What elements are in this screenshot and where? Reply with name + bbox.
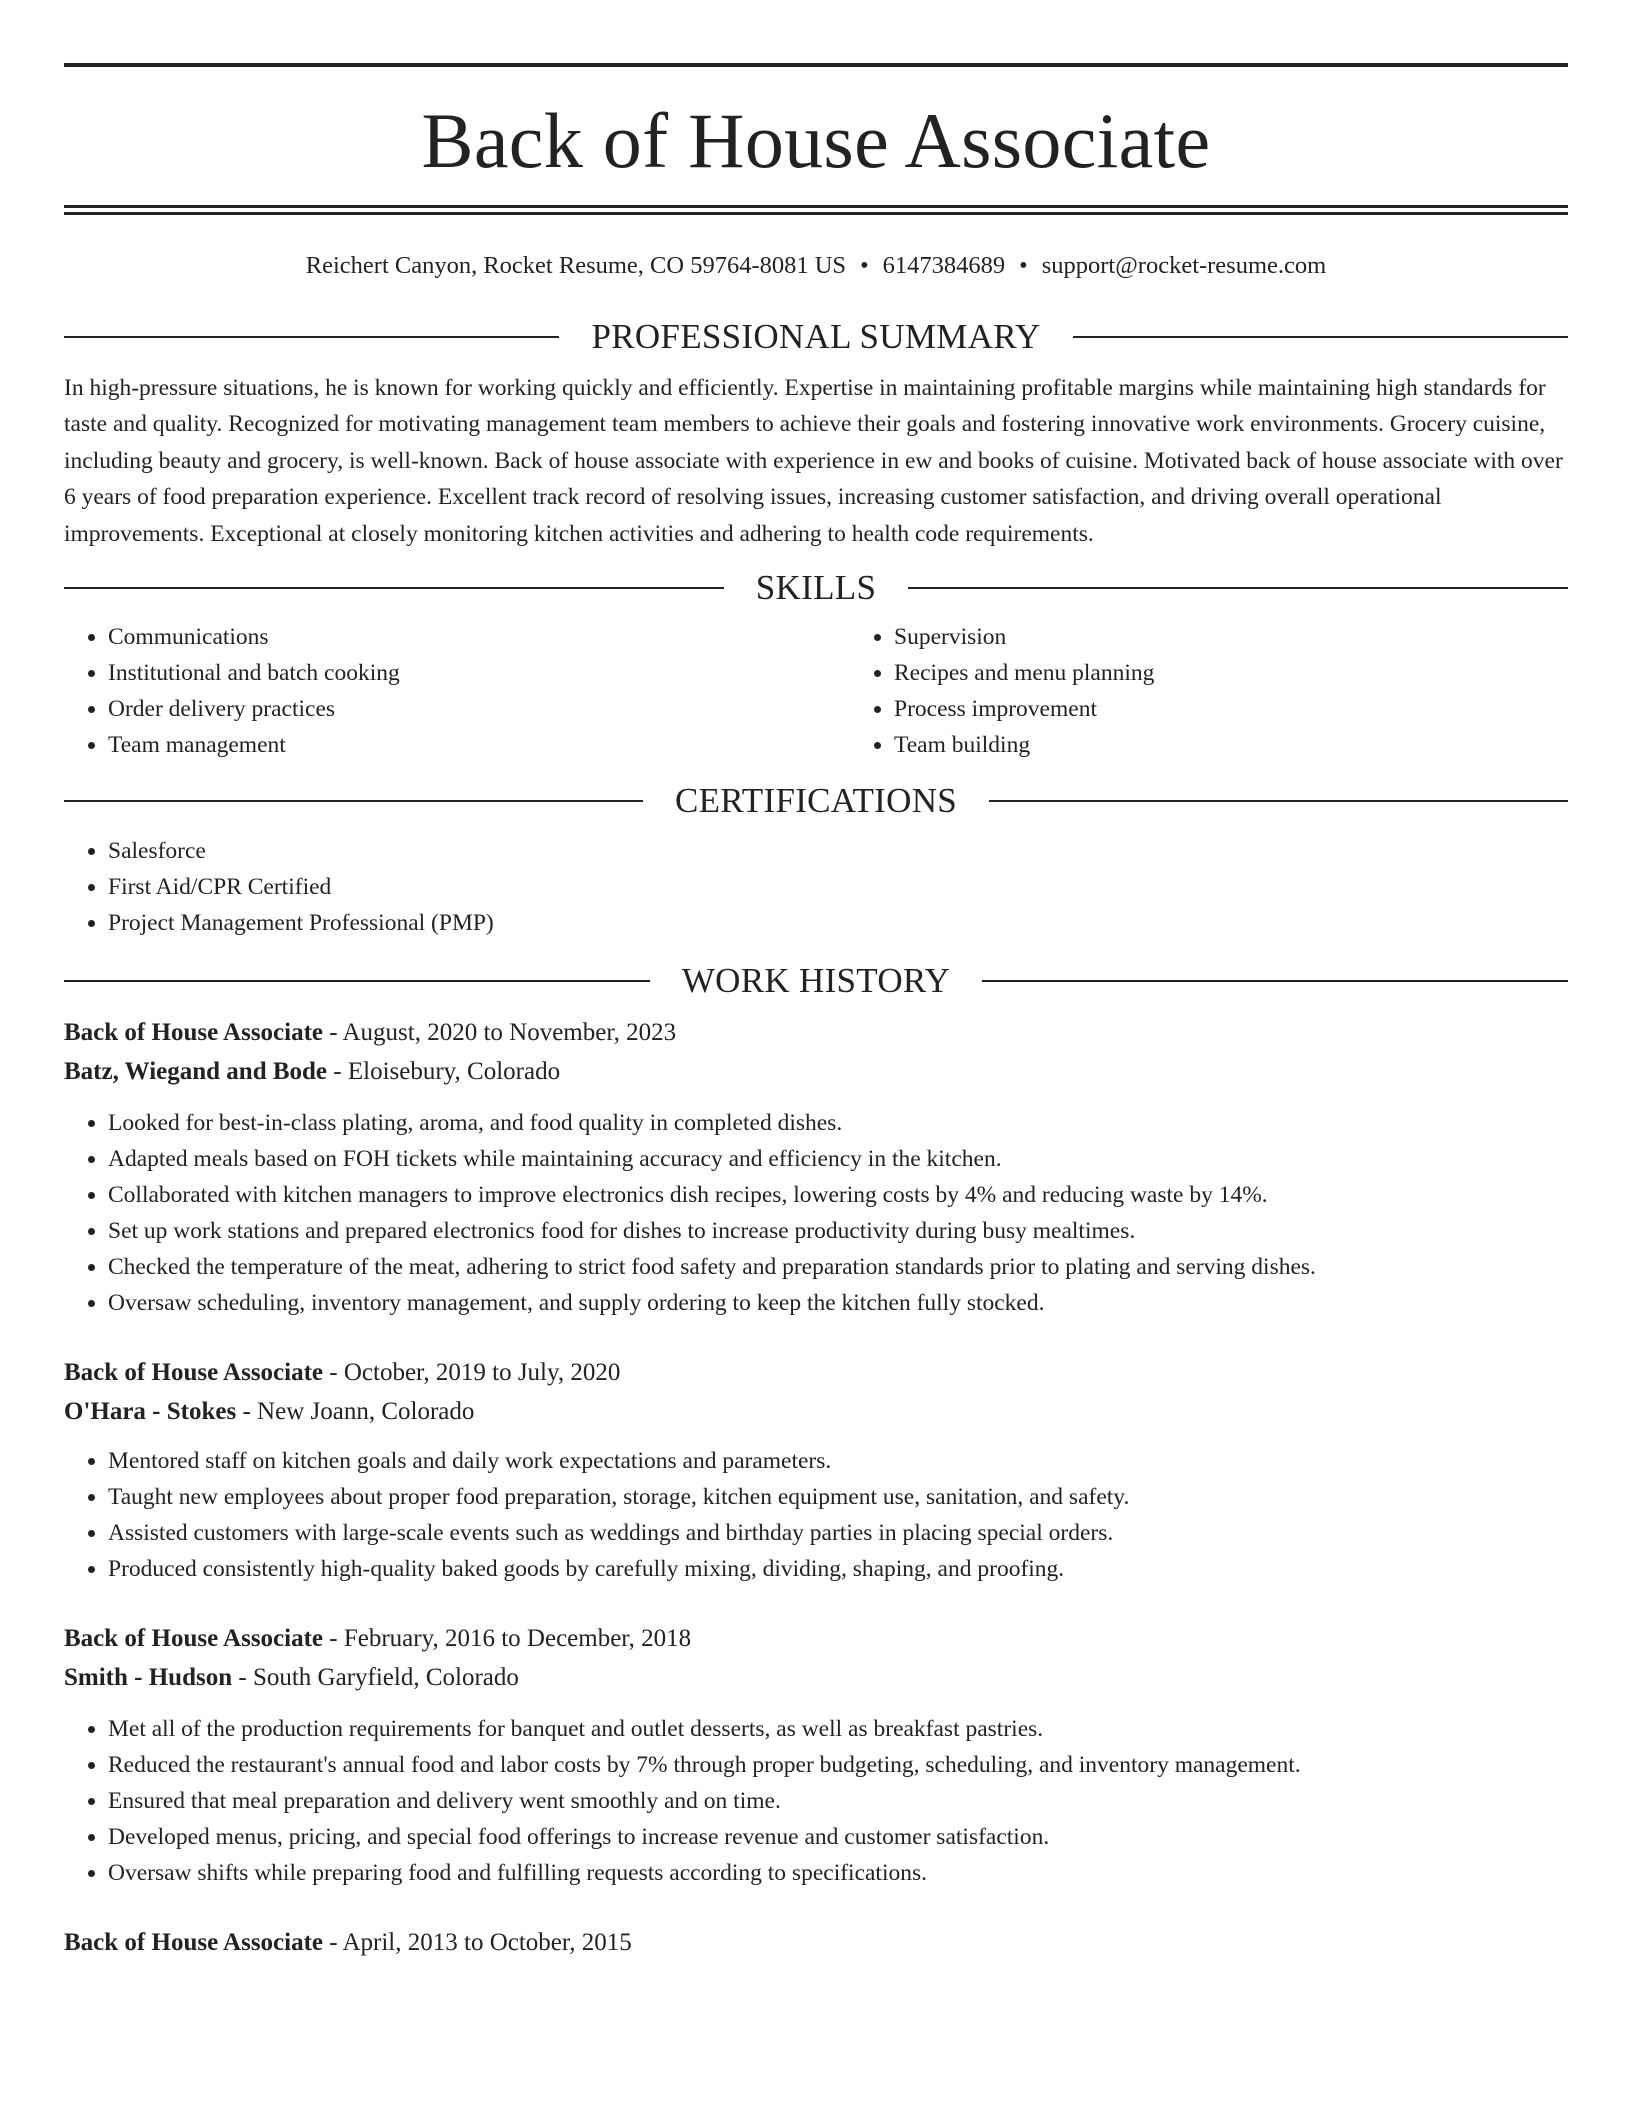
top-rule (64, 63, 1568, 67)
skill-item: • Team management (108, 727, 850, 763)
summary-heading-label: PROFESSIONAL SUMMARY (591, 317, 1041, 356)
job-location: - New Joann, Colorado (236, 1398, 475, 1426)
skills-heading (64, 566, 1568, 610)
contact-separator: • (860, 252, 869, 279)
job-title: Back of House Associate (64, 1019, 324, 1047)
job-bullet: • Met all of the production requirements for banquet and outlet desserts, as well as breakfast pastries. (108, 1711, 1568, 1747)
job-company-line (64, 1392, 1568, 1431)
certifications-heading-label: CERTIFICATIONS (674, 781, 958, 821)
job-bullet: • Oversaw shifts while preparing food and fulfilling requests according to specifications. (108, 1855, 1568, 1891)
job-dates: - April, 2013 to October, 2015 (323, 1929, 632, 1957)
job-title-line (64, 1353, 1568, 1392)
contact-phone: 6147384689 (882, 252, 1006, 279)
job-title: Back of House Associate (64, 1359, 324, 1387)
job-bullet: • Developed menus, pricing, and special food offerings to increase revenue and customer satisfaction. (108, 1819, 1568, 1855)
title-double-rule (64, 205, 1568, 215)
heading-rule (989, 800, 1568, 802)
job-bullet: • Assisted customers with large-scale events such as weddings and birthday parties in placing special orders. (108, 1515, 1568, 1551)
contact-address: Reichert Canyon, Rocket Resume, CO 59764-8081 US (305, 252, 847, 279)
job-bullet: • Ensured that meal preparation and delivery went smoothly and on time. (108, 1783, 1568, 1819)
job-location: - Eloisebury, Colorado (327, 1058, 561, 1086)
job-company-line (64, 1052, 1568, 1091)
resume-title: Back of House Associate (421, 97, 1211, 184)
skills-column-left (64, 619, 850, 763)
skill-item: • Institutional and batch cooking (108, 655, 850, 691)
certifications-heading (64, 779, 1568, 823)
job-bullet: • Adapted meals based on FOH tickets while maintaining accuracy and efficiency in the kitchen. (108, 1141, 1568, 1177)
job-dates: - October, 2019 to July, 2020 (323, 1359, 621, 1387)
heading-rule (64, 336, 559, 338)
contact-separator: • (1019, 252, 1028, 279)
resume-page (64, 0, 1568, 1962)
job-company-line (64, 1658, 1568, 1697)
job-dates: - August, 2020 to November, 2023 (323, 1019, 677, 1047)
job-bullets (64, 1105, 1568, 1321)
job-company: Smith - Hudson (64, 1664, 233, 1692)
job-bullet: • Looked for best-in-class plating, aroma, and food quality in completed dishes. (108, 1105, 1568, 1141)
job-company: Batz, Wiegand and Bode (64, 1058, 328, 1086)
job-entry (64, 1923, 1568, 1962)
certifications-list (64, 833, 1568, 941)
job-title-line (64, 1923, 1568, 1962)
skill-item: • Recipes and menu planning (894, 655, 1632, 691)
job-bullet: • Taught new employees about proper food preparation, storage, kitchen equipment use, sanitation, and safety. (108, 1479, 1568, 1515)
heading-rule (64, 980, 650, 982)
summary-heading (64, 315, 1568, 359)
job-bullet: • Mentored staff on kitchen goals and daily work expectations and parameters. (108, 1443, 1568, 1479)
contact-line (64, 251, 1568, 281)
skill-item: • Supervision (894, 619, 1632, 655)
skill-item: • Team building (894, 727, 1632, 763)
skill-item: • Order delivery practices (108, 691, 850, 727)
summary-text: In high-pressure situations, he is known for working quickly and efficiently. Expertise in maintaining profitable margins while maintaining high standards for taste and quality. Recognized for motivating management team members to achieve their goals and fostering innovative work environments. Grocery cuisine, including beauty and grocery, is well-known. Back of house associate with experience in ew and books of cuisine. Motivated back of house associate with over 6 years of food preparation experience. Excellent track record of resolving issues, increasing customer satisfaction, and driving overall operational improvements. Exceptional at closely monitoring kitchen activities and adhering to health code requirements. (64, 375, 1563, 547)
job-location: - South Garyfield, Colorado (232, 1664, 519, 1692)
certification-item: • First Aid/CPR Certified (108, 869, 1568, 905)
job-entry (64, 1353, 1568, 1587)
job-bullet: • Collaborated with kitchen managers to improve electronics dish recipes, lowering costs by 4% and reducing waste by 14%. (108, 1177, 1568, 1213)
job-dates: - February, 2016 to December, 2018 (323, 1625, 692, 1653)
contact-email: support@rocket-resume.com (1041, 252, 1327, 279)
job-bullet: • Checked the temperature of the meat, adhering to strict food safety and preparation standards prior to plating and serving dishes. (108, 1249, 1568, 1285)
job-bullets (64, 1711, 1568, 1891)
job-title-line (64, 1619, 1568, 1658)
job-title: Back of House Associate (64, 1929, 324, 1957)
work-history-heading (64, 959, 1568, 1003)
heading-rule (982, 980, 1568, 982)
heading-rule (908, 587, 1568, 589)
job-bullets (64, 1443, 1568, 1587)
certification-item: • Project Management Professional (PMP) (108, 905, 1568, 941)
work-history-heading-label: WORK HISTORY (681, 961, 951, 1001)
job-entry (64, 1619, 1568, 1891)
skills-list (64, 619, 1568, 763)
heading-rule (64, 587, 724, 589)
job-bullet: • Produced consistently high-quality baked goods by carefully mixing, dividing, shaping, and proofing. (108, 1551, 1568, 1587)
heading-rule (64, 800, 643, 802)
skills-column-right (850, 619, 1632, 763)
skill-item: • Process improvement (894, 691, 1632, 727)
job-title-line (64, 1013, 1568, 1052)
skill-item: • Communications (108, 619, 850, 655)
job-bullet: • Oversaw scheduling, inventory management, and supply ordering to keep the kitchen fully stocked. (108, 1285, 1568, 1321)
job-company: O'Hara - Stokes (64, 1398, 237, 1426)
skills-heading-label: SKILLS (755, 568, 877, 608)
job-bullet: • Set up work stations and prepared electronics food for dishes to increase productivity during busy mealtimes. (108, 1213, 1568, 1249)
job-entry (64, 1013, 1568, 1321)
job-title: Back of House Associate (64, 1625, 324, 1653)
job-bullet: • Reduced the restaurant's annual food and labor costs by 7% through proper budgeting, scheduling, and inventory management. (108, 1747, 1568, 1783)
heading-rule (1073, 336, 1568, 338)
certification-item: • Salesforce (108, 833, 1568, 869)
